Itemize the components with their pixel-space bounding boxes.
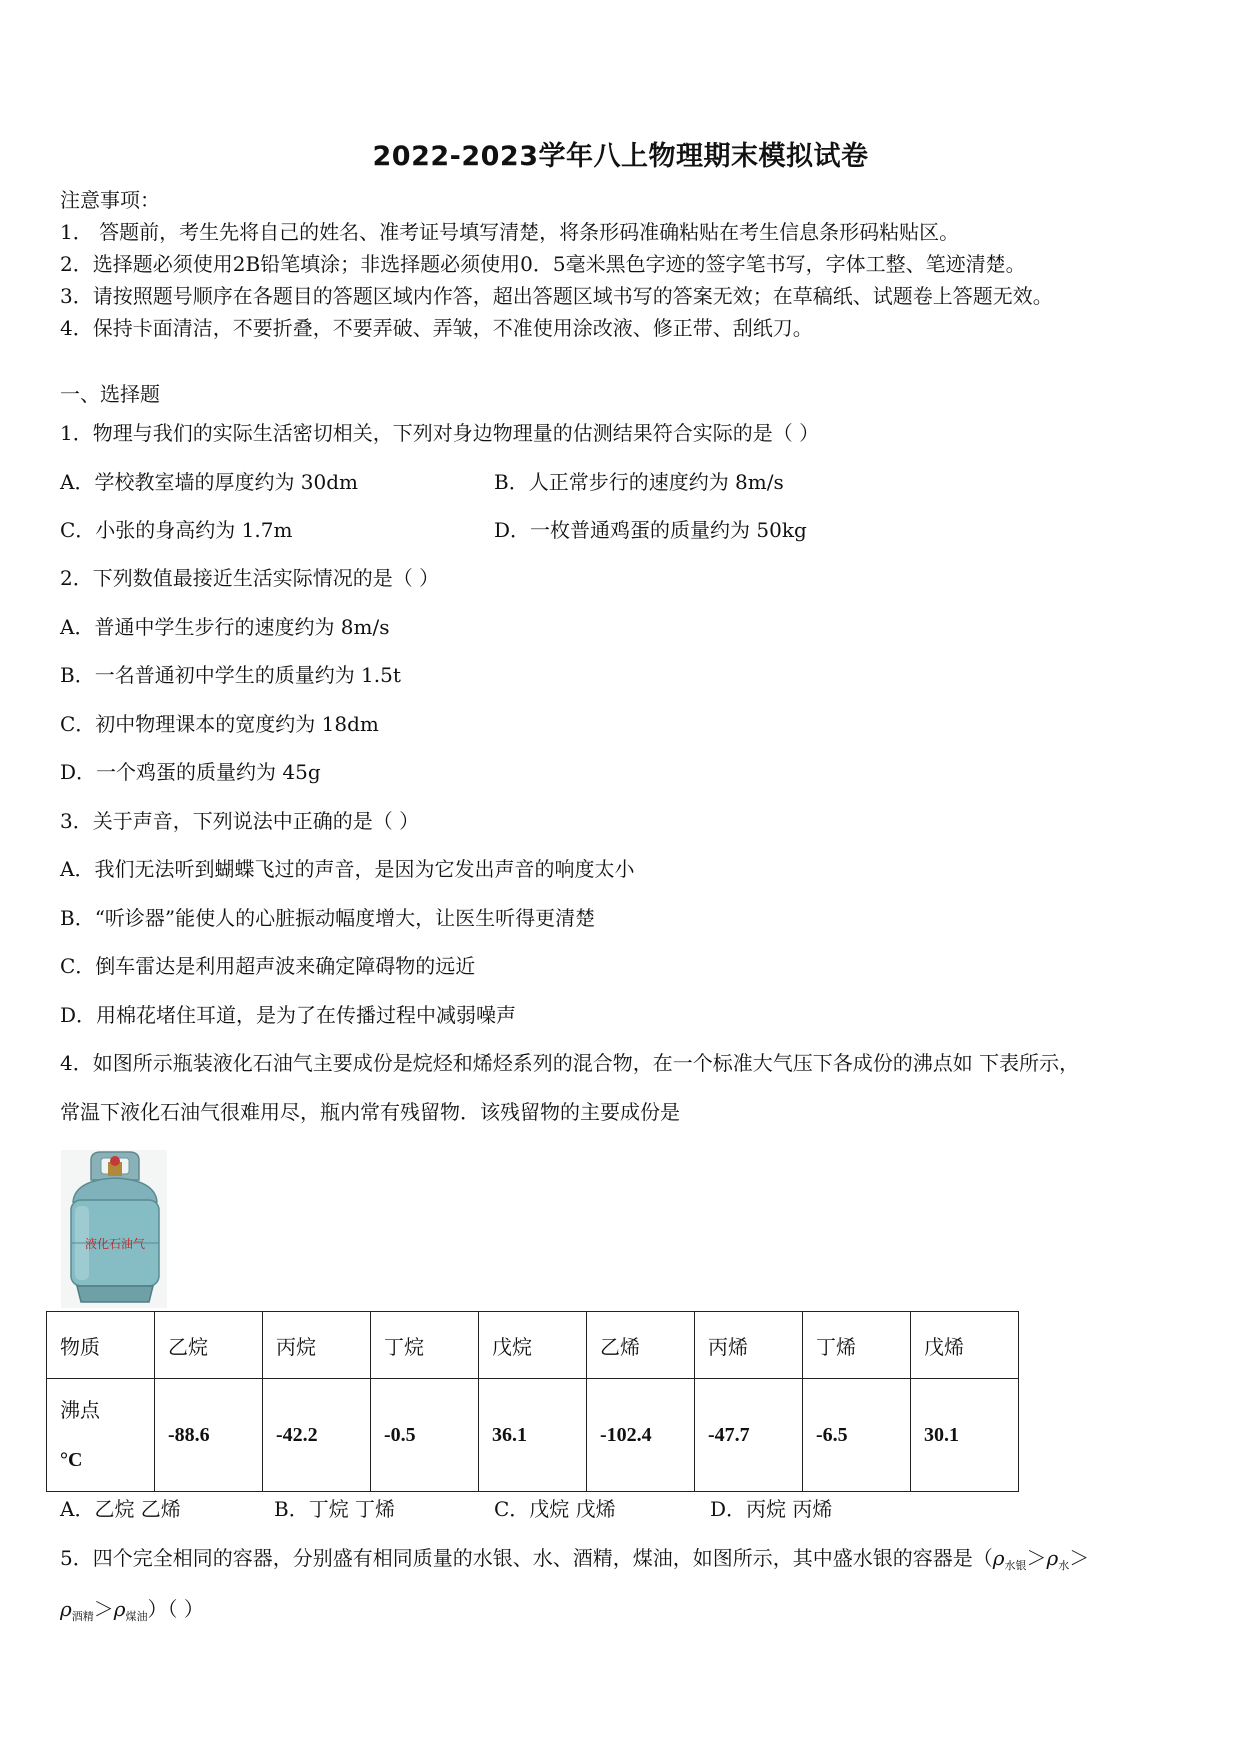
question-2-stem: 2．下列数值最接近生活实际情况的是（ ）	[60, 566, 440, 590]
table-cell: 戊烷	[479, 1312, 587, 1379]
question-2-option-a: A．普通中学生步行的速度约为 8m/s	[60, 615, 390, 639]
question-1-stem: 1．物理与我们的实际生活密切相关，下列对身边物理量的估测结果符合实际的是（ ）	[60, 421, 820, 445]
section-heading: 一、选择题	[60, 382, 160, 406]
notice-item-4: 4．保持卡面清洁，不要折叠，不要弄破、弄皱，不准使用涂改液、修正带、刮纸刀。	[60, 316, 813, 340]
question-4-stem-line1: 4．如图所示瓶装液化石油气主要成份是烷烃和烯烃系列的混合物，在一个标准大气压下各成份的沸点如 下表所示，	[60, 1051, 1080, 1075]
cylinder-label: 液化石油气	[84, 1237, 146, 1251]
table-cell: -47.7	[695, 1379, 803, 1492]
table-cell: 戊烯	[911, 1312, 1019, 1379]
question-4-stem-line2: 常温下液化石油气很难用尽，瓶内常有残留物．该残留物的主要成份是	[60, 1100, 680, 1124]
rho-symbol: ρ	[1046, 1546, 1059, 1570]
table-cell: 丁烷	[371, 1312, 479, 1379]
notice-heading: 注意事项：	[60, 188, 160, 212]
rho-symbol: ρ	[992, 1546, 1005, 1570]
rho-symbol: ρ	[60, 1597, 72, 1621]
notice-item-1: 1． 答题前，考生先将自己的姓名、准考证号填写清楚，将条形码准确粘贴在考生信息条形码粘贴区。	[60, 220, 960, 244]
table-cell: 丁烯	[803, 1312, 911, 1379]
table-cell: 乙烷	[155, 1312, 263, 1379]
greater-than: ＞	[93, 1597, 114, 1621]
table-cell: 乙烯	[587, 1312, 695, 1379]
table-cell: -0.5	[371, 1379, 479, 1492]
table-cell: -42.2	[263, 1379, 371, 1492]
question-4-option-a: A．乙烷 乙烯	[60, 1497, 181, 1521]
page-title: 2022-2023学年八上物理期末模拟试卷	[372, 141, 869, 172]
question-3-stem: 3．关于声音，下列说法中正确的是（ ）	[60, 809, 420, 833]
table-cell: 丙烷	[263, 1312, 371, 1379]
question-4-option-b: B．丁烷 丁烯	[274, 1497, 396, 1521]
row-label-top: 沸点	[60, 1398, 100, 1422]
subscript-mercury: 水银	[1004, 1559, 1027, 1572]
q5-tail: ）（ ）	[147, 1597, 204, 1621]
table-row	[47, 1312, 1019, 1379]
gas-cylinder-image	[61, 1150, 167, 1308]
question-1-option-b: B．人正常步行的速度约为 8m/s	[494, 470, 784, 494]
question-3-option-c: C．倒车雷达是利用超声波来确定障碍物的远近	[60, 954, 476, 978]
table-cell: -6.5	[803, 1379, 911, 1492]
question-4-option-c: C．戊烷 戊烯	[494, 1497, 616, 1521]
greater-than: ＞	[1069, 1546, 1090, 1570]
table-cell: -88.6	[155, 1379, 263, 1492]
question-3-option-a: A．我们无法听到蝴蝶飞过的声音，是因为它发出声音的响度太小	[60, 857, 635, 881]
notice-item-2: 2．选择题必须使用2B铅笔填涂；非选择题必须使用0．5毫米黑色字迹的签字笔书写，字体工整、笔迹清楚。	[60, 252, 1026, 276]
question-2-option-c: C．初中物理课本的宽度约为 18dm	[60, 712, 379, 736]
question-4-option-d: D．丙烷 丙烯	[710, 1497, 833, 1521]
table-row	[47, 1379, 1019, 1492]
row-label-unit: °C	[60, 1449, 83, 1471]
question-1-option-c: C．小张的身高约为 1.7m	[60, 518, 293, 542]
table-header-label: 物质	[47, 1312, 155, 1379]
greater-than: ＞	[1026, 1546, 1047, 1570]
subscript-alcohol: 酒精	[71, 1610, 94, 1623]
question-1-option-d: D．一枚普通鸡蛋的质量约为 50kg	[494, 518, 807, 542]
question-2-option-b: B．一名普通初中学生的质量约为 1.5t	[60, 663, 401, 687]
subscript-water: 水	[1058, 1559, 1070, 1572]
subscript-kerosene: 煤油	[125, 1610, 148, 1623]
table-row-label	[47, 1379, 155, 1492]
question-5-stem-line1	[60, 1545, 1089, 1579]
question-3-option-d: D．用棉花堵住耳道，是为了在传播过程中减弱噪声	[60, 1003, 517, 1027]
q5-stem-text: 5．四个完全相同的容器，分别盛有相同质量的水银、水、酒精，煤油，如图所示，其中盛水银的容器是（	[60, 1546, 993, 1570]
question-5-stem-line2	[60, 1596, 204, 1630]
notice-item-3: 3．请按照题号顺序在各题目的答题区域内作答，超出答题区域书写的答案无效；在草稿纸、试题卷上答题无效。	[60, 284, 1053, 308]
rho-symbol: ρ	[113, 1597, 126, 1621]
table-cell: 30.1	[911, 1379, 1019, 1492]
question-2-option-d: D．一个鸡蛋的质量约为 45g	[60, 760, 321, 784]
question-1-option-a: A．学校教室墙的厚度约为 30dm	[60, 470, 359, 494]
table-cell: 36.1	[479, 1379, 587, 1492]
boiling-point-table	[46, 1311, 1019, 1492]
table-cell: -102.4	[587, 1379, 695, 1492]
table-cell: 丙烯	[695, 1312, 803, 1379]
question-3-option-b: B．“听诊器”能使人的心脏振动幅度增大，让医生听得更清楚	[60, 906, 596, 930]
